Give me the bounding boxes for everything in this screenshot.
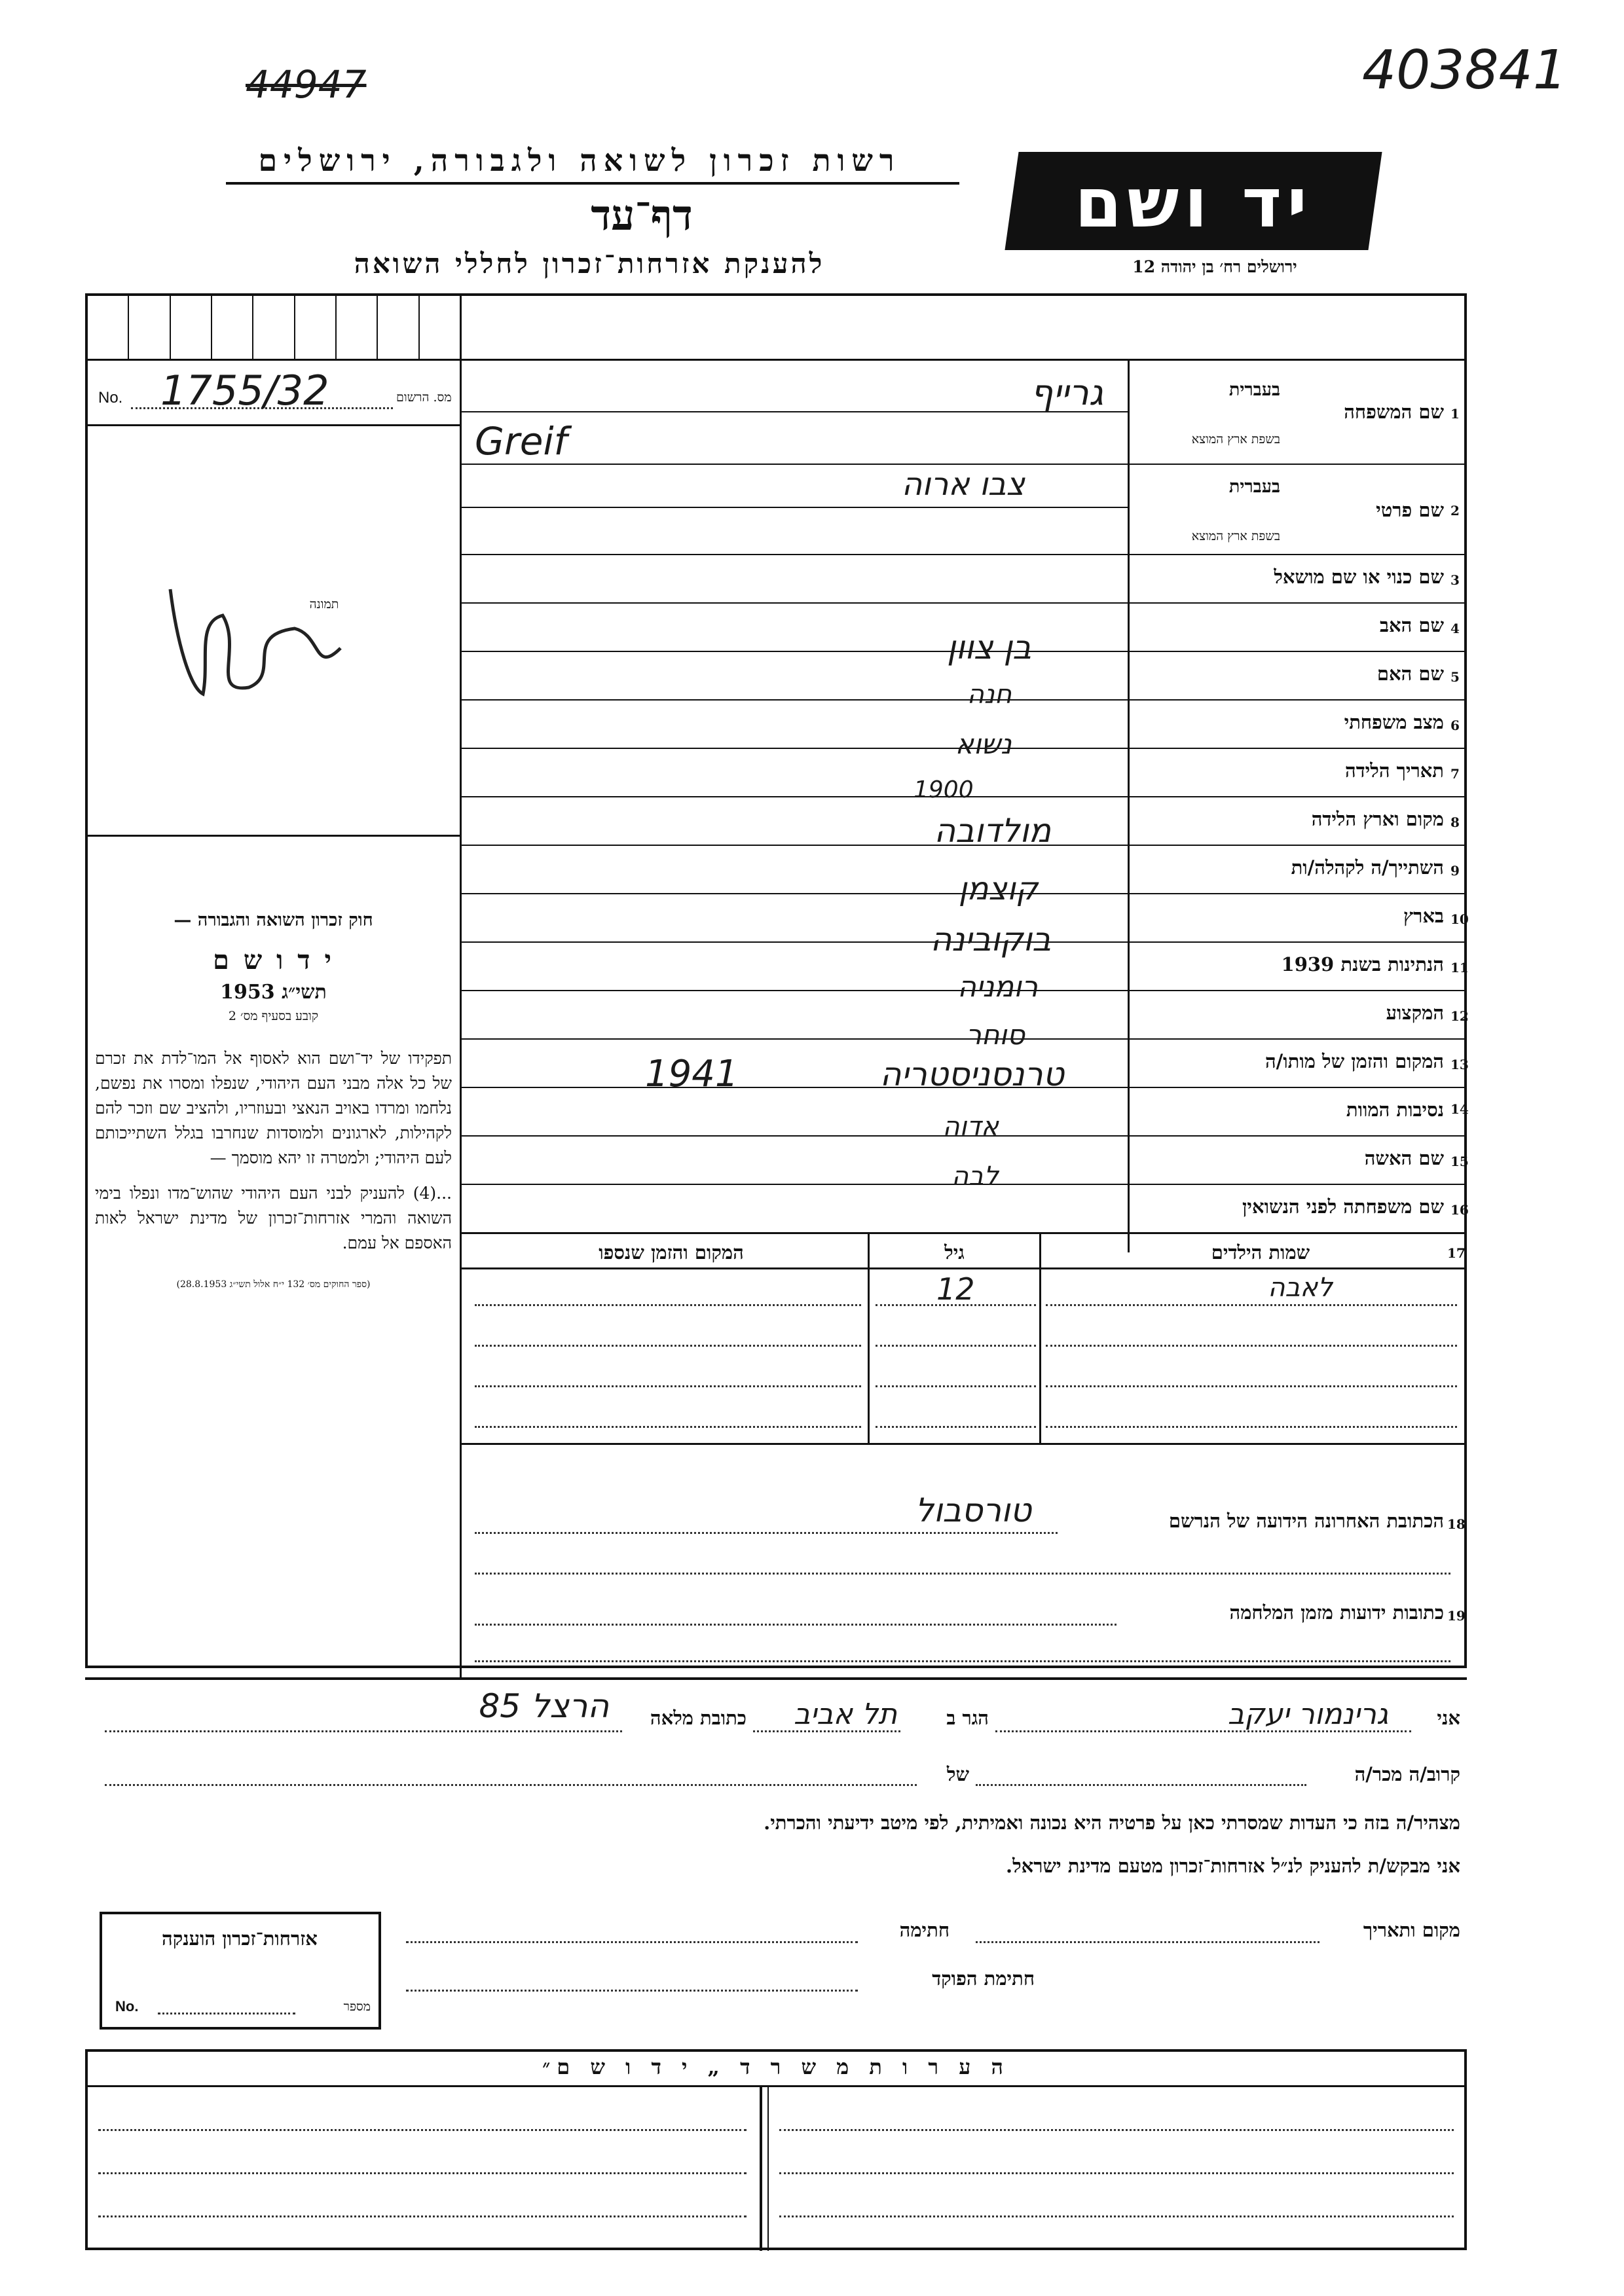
law-para-1: תפקידו של יד־ושם הוא לאסוף אל המו־לדת את זכרם של כל אלה מבני העם היהודי, שנפלו ומסרו את נפשם, נלחמו ומרדו באויב הנאצי ובעוזריו, ולהציב שם וזכר להם לקהילות, לארגונים ולמוסדות שנחרבו בגלל השתייכותם לעם היהודי; ולמטרה זו יהא מוסמך — (95, 1049, 452, 1167)
declaration: אני גרינמור יעקב הגר ב תל אביב כתובת מלאה הרצל 85 קרוב/ה מכר/ה של מצהיר/ה בזה כי העדות שמסרתי כאן על פרטיה היא נכונה ואמיתית, לפי מיטב ידיעתי והכרתי. אני מבקש/ת להעניק לנ״ל אזרחות־זכרון מטעם מדינת ישראל. מקום ותאריך חתימה חתימת הפוקד (92, 1692, 1467, 1994)
statement-2: אני מבקש/ת להעניק לנ״ל אזרחות־זכרון מטעם מדינת ישראל. (1006, 1855, 1460, 1877)
field-row-4: 4 שם האב בן צוון (462, 602, 1467, 652)
logo-text: יד ושם (1075, 163, 1312, 243)
page-title: דף־עד (591, 191, 693, 240)
code-boxes (88, 296, 461, 359)
field-row-11: 11 הנתינות בשנת 1939 רומניה (462, 941, 1467, 991)
col-children-age: גיל (944, 1241, 965, 1264)
remarks-frame (85, 2049, 1467, 2250)
declarant-city: תל אביב (793, 1698, 897, 1731)
last-address-value: טורסבול (915, 1491, 1031, 1529)
law-name: י ד ו ש ם (213, 945, 334, 975)
law-para-2: ...(4) להעניק לבני העם היהודי שהוש־מדו ונפלו בימי השואה והמרי אזרחות־זכרון של מדינת ישראל לאות האספם אל עמם. (95, 1184, 452, 1252)
field-row-9: 9 השתייך/ה לקהלה/ות קוצמן (462, 845, 1467, 894)
field-row-2: 2 שם פרטי בעברית בשפת ארץ המוצא צבו ארוה (462, 464, 1467, 555)
field-row-6: 6 מצב משפחתי נשוא (462, 699, 1467, 749)
logo-address: ירושלים רח׳ בן יהודה 12 (1132, 257, 1297, 276)
page-subtitle: להענקת אזרחות־זכרון לחללי השואה (354, 247, 825, 280)
archive-number: 403841 (1362, 39, 1568, 101)
surname-hebrew: גרייף (1030, 372, 1103, 413)
declarant-address: הרצל 85 (479, 1687, 609, 1725)
field-row-13: 13 המקום והזמן של מותו/ה טרנסניסטריה 1941 (462, 1038, 1467, 1088)
law-year: תשי״ג 1953 (220, 981, 327, 1004)
field-row-12: 12 המקצוע סוחר (462, 990, 1467, 1040)
law-title: חוק זכרון השואה והגבורה — (174, 910, 373, 930)
registration-number: 1755/32 (160, 367, 329, 414)
photo-label: תמונה (309, 597, 339, 611)
org-line: רשות זכרון לשואה ולגבורה, ירושלים (258, 143, 901, 178)
field-row-10: 10 בארץ בוקובינה (462, 893, 1467, 943)
field-row-16: 16 שם משפחתה לפני הנשואין (462, 1184, 1467, 1234)
first-name-hebrew: צבו ארוה (901, 466, 1025, 503)
field-row-5: 5 שם האם חנה (462, 651, 1467, 701)
remarks-title: ה ע ר ו ת מ ש ר ד „ י ד ו ש ם״ (542, 2054, 1010, 2079)
field-row-8: 8 מקום וארץ הלידה מולדובה (462, 796, 1467, 846)
children-table: 17 שמות הילדים גיל המקום והזמן שנספו לאבה 12 (462, 1233, 1467, 1445)
declarant-name: גרינמור יעקב (1227, 1698, 1388, 1731)
field-row-1: 1 שם המשפחה בעברית בשפת ארץ המוצא גרייף Greif (462, 359, 1467, 465)
field-row-14: 14 נסיבות המוות אדוה (462, 1087, 1467, 1137)
surname-original: Greif (475, 419, 568, 464)
last-address-block: 18 הכתובת האחרונה הידועה של הנרשם טורסבול 19 כתובות ידועות מזמן המלחמה (462, 1444, 1467, 1667)
award-box: אזרחות־זכרון הוענקה No. מספר (100, 1912, 381, 2030)
field-row-7: 7 תאריך הלידה 1900 (462, 748, 1467, 797)
field-row-3: 3 שם כנוי או שם מושאל (462, 554, 1467, 604)
field-row-15: 15 שם האשה לבה (462, 1135, 1467, 1185)
col-children-names: שמות הילדים (1211, 1241, 1310, 1264)
col-children-place: המקום והזמן שנספו (599, 1241, 744, 1264)
law-box (95, 910, 452, 1290)
child-name: לאבה (1268, 1273, 1333, 1303)
law-footer: (ספר החוקים מס׳ 132 י״ח אלול תשי״ג 28.8.1953) (176, 1279, 371, 1290)
signature-scribble (151, 563, 347, 714)
struck-number: 44947 (246, 62, 367, 107)
registration-number-row: No. 1755/32 מס. הרשום (98, 367, 452, 414)
child-age: 12 (936, 1271, 975, 1307)
law-clause: קובע בסעיף מס׳ 2 (228, 1009, 319, 1023)
statement-1: מצהיר/ה בזה כי העדות שמסרתי כאן על פרטיה היא נכונה ואמיתית, לפי מיטב ידיעתי והכרתי. (764, 1812, 1460, 1834)
